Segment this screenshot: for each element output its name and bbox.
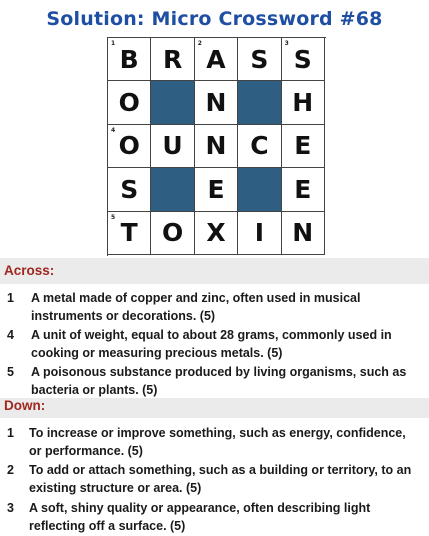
clue-number: 4	[7, 328, 14, 342]
grid-cell[interactable]	[108, 81, 151, 124]
black-cell	[151, 81, 194, 124]
cell-letter: N	[292, 218, 314, 248]
cell-letter: S	[250, 44, 269, 74]
cell-letter: X	[206, 218, 226, 248]
grid-cell[interactable]	[282, 212, 325, 255]
clue-number: 1	[7, 291, 14, 305]
grid-cell[interactable]	[282, 38, 325, 81]
grid-cell[interactable]	[108, 125, 151, 168]
grid-cell[interactable]	[195, 168, 238, 211]
cell-letter: O	[118, 88, 140, 118]
grid-cell[interactable]	[151, 125, 194, 168]
cell-letter: I	[254, 218, 265, 248]
clue-text: To add or attach something, such as a building or territory, to an existing structure or area. (5)	[29, 463, 412, 495]
cell-letter: S	[293, 44, 312, 74]
grid-cell[interactable]	[282, 168, 325, 211]
black-cell	[238, 168, 281, 211]
cell-letter: U	[162, 131, 183, 161]
clue-number: 2	[7, 463, 14, 477]
clue-number: 1	[7, 426, 14, 440]
black-cell	[238, 81, 281, 124]
cell-letter: E	[207, 174, 225, 204]
cell-letter: H	[292, 88, 314, 118]
grid-cell[interactable]	[282, 125, 325, 168]
clue-text: A poisonous substance produced by living organisms, such as bacteria or plants. (5)	[31, 365, 407, 397]
grid-cell[interactable]	[195, 81, 238, 124]
grid-cell[interactable]	[238, 38, 281, 81]
clue-text: A metal made of copper and zinc, often used in musical instruments or decorations. (5)	[31, 291, 361, 323]
cell-letter: E	[294, 131, 312, 161]
cell-letter: N	[205, 88, 227, 118]
clue-text: To increase or improve something, such as energy, confidence, or performance. (5)	[29, 426, 406, 458]
grid-cell[interactable]	[282, 81, 325, 124]
grid-cell[interactable]	[195, 125, 238, 168]
cell-letter: B	[119, 44, 139, 74]
crossword-grid	[107, 37, 326, 256]
cell-letter: C	[250, 131, 269, 161]
cell-number: 1	[111, 40, 116, 47]
cell-number: 2	[197, 40, 202, 47]
cell-letter: O	[161, 218, 184, 248]
across-heading: Across:	[0, 258, 429, 284]
grid-cell[interactable]	[151, 212, 194, 255]
cell-letter: N	[205, 131, 227, 161]
cell-number: 5	[111, 213, 116, 221]
grid-cell[interactable]	[151, 38, 194, 81]
clue-number: 5	[7, 365, 14, 379]
page-title: Solution: Micro Crossword #68	[46, 8, 383, 30]
grid-cell[interactable]	[195, 212, 238, 255]
cell-letter: S	[120, 174, 139, 204]
cell-letter: R	[162, 44, 183, 74]
grid-cell[interactable]	[108, 212, 151, 255]
grid-cell[interactable]	[195, 38, 238, 81]
cell-letter: A	[206, 44, 226, 74]
clue-text: A unit of weight, equal to about 28 grams, commonly used in cooking or measuring precious metals. (5)	[31, 328, 392, 360]
grid-cell[interactable]	[238, 212, 281, 255]
cell-number: 3	[284, 40, 289, 47]
cell-number: 4	[111, 126, 116, 134]
black-cell	[151, 168, 194, 211]
grid-cell[interactable]	[238, 125, 281, 168]
grid-cell[interactable]	[108, 168, 151, 211]
cell-letter: E	[294, 174, 312, 204]
cell-letter: T	[120, 218, 138, 248]
down-heading: Down:	[0, 398, 429, 418]
clue-text: A soft, shiny quality or appearance, often describing light reflecting off a surface. (5)	[29, 501, 371, 533]
cell-letter: O	[118, 131, 140, 161]
clue-number: 3	[7, 501, 14, 515]
grid-cell[interactable]	[108, 38, 151, 81]
